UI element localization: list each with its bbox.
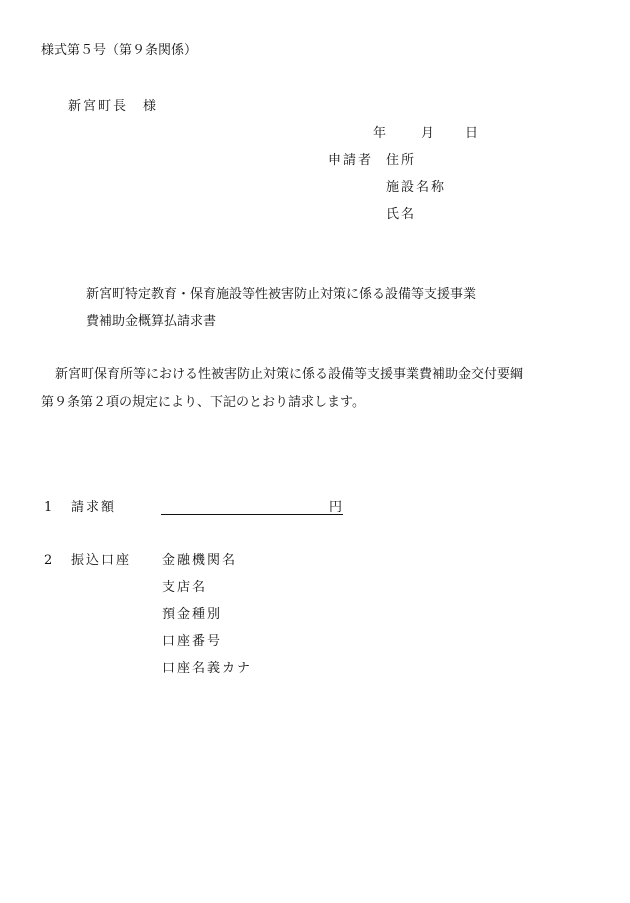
year-label: 年 [373, 126, 387, 141]
deposit-type-label: 預金種別 [162, 607, 223, 622]
item-number: 1 [44, 500, 53, 515]
form-number: 様式第５号（第９条関係） [41, 43, 198, 58]
title-line-2: 費補助金概算払請求書 [86, 314, 217, 329]
item-label: 請求額 [71, 500, 117, 515]
branch-name-label: 支店名 [162, 580, 208, 595]
name-label: 氏名 [386, 207, 417, 222]
bank-name-label: 金融機関名 [162, 553, 238, 568]
title-line-1: 新宮町特定教育・保育施設等性被害防止対策に係る設備等支援事業 [86, 287, 477, 302]
day-label: 日 [465, 126, 479, 141]
facility-name-label: 施設名称 [386, 180, 447, 195]
body-line-1: 新宮町保育所等における性被害防止対策に係る設備等支援事業費補助金交付要綱 [55, 367, 524, 382]
account-holder-kana-label: 口座名義カナ [162, 661, 253, 676]
body-line-2: 第９条第２項の規定により、下記のとおり請求します。 [41, 395, 365, 410]
addressee: 新宮町長 様 [68, 99, 159, 114]
item-number: 2 [44, 553, 53, 568]
amount-underline [161, 514, 343, 515]
applicant-label: 申請者 [328, 153, 374, 168]
month-label: 月 [421, 126, 435, 141]
address-label: 住所 [386, 153, 417, 168]
account-number-label: 口座番号 [162, 634, 223, 649]
amount-unit: 円 [329, 500, 343, 515]
item-label: 振込口座 [71, 553, 132, 568]
